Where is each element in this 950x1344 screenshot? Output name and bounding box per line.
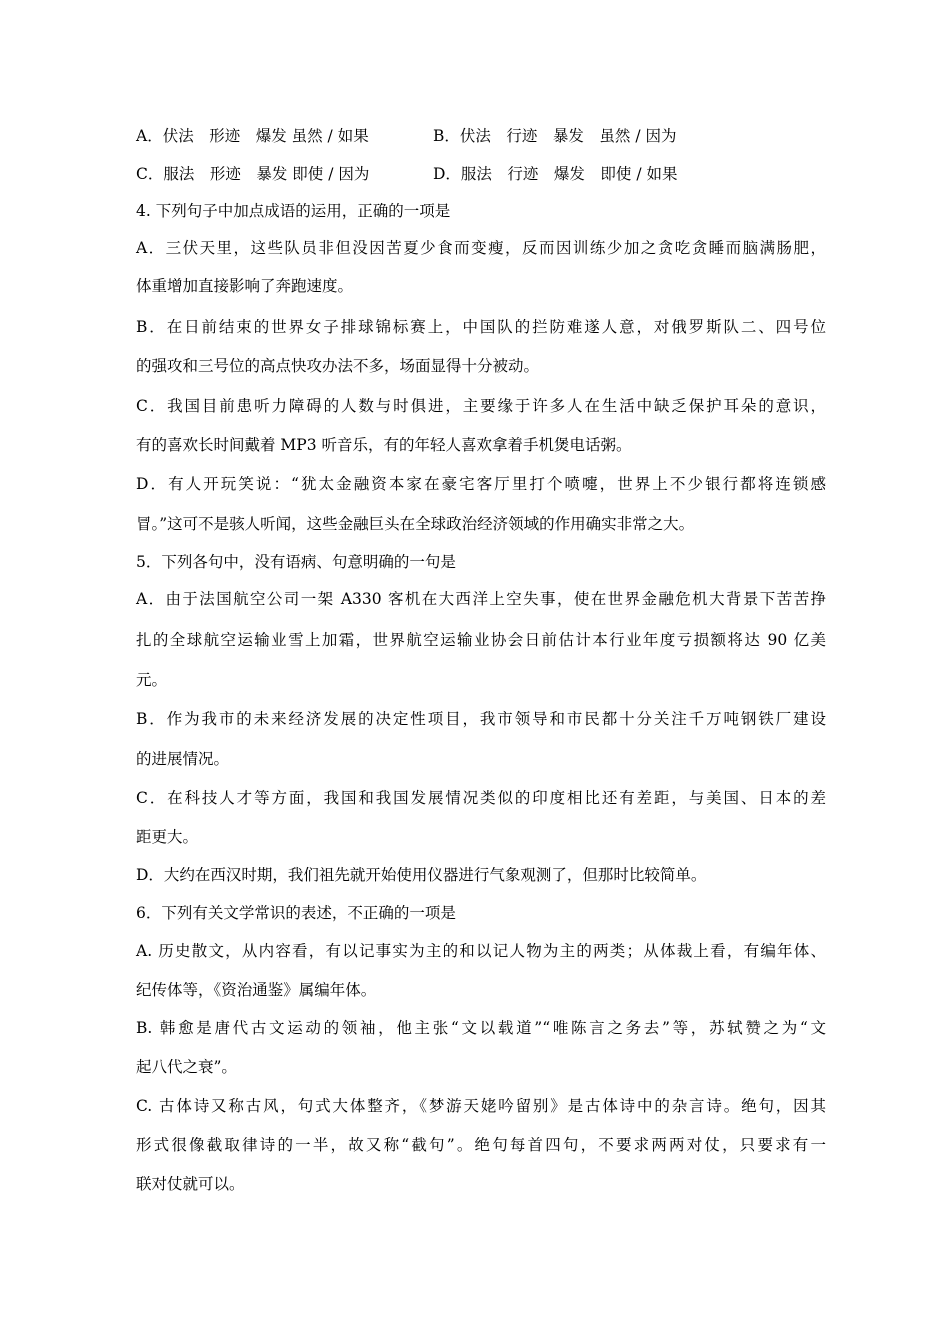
q3-option-b: B．伏法 行迹 暴发 虽然 / 因为 bbox=[433, 127, 677, 145]
q4-option-b-line2: 的强攻和三号位的高点快攻办法不多，场面显得十分被动。 bbox=[136, 357, 540, 375]
q3-option-d: D．服法 行迹 爆发 即使 / 如果 bbox=[433, 165, 678, 183]
q6-option-c-line2: 形式很像截取律诗的一半，故又称“截句”。绝句每首四句，不要求两两对仗，只要求有一 bbox=[136, 1136, 826, 1154]
q5-option-c-line1: C．在科技人才等方面，我国和我国发展情况类似的印度相比还有差距，与美国、日本的差 bbox=[136, 789, 826, 807]
q3-option-c: C．服法 形迹 暴发 即使 / 因为 bbox=[136, 165, 370, 183]
q4-option-c-line1: C．我国目前患听力障碍的人数与时俱进，主要缘于许多人在生活中缺乏保护耳朵的意识， bbox=[136, 397, 826, 415]
q4-option-c-line2: 有的喜欢长时间戴着 MP3 听音乐，有的年轻人喜欢拿着手机煲电话粥。 bbox=[136, 436, 632, 454]
q5-stem: 5．下列各句中，没有语病、句意明确的一句是 bbox=[136, 553, 456, 571]
q6-stem: 6．下列有关文学常识的表述，不正确的一项是 bbox=[136, 904, 456, 922]
q5-option-d-line1: D．大约在西汉时期，我们祖先就开始使用仪器进行气象观测了，但那时比较简单。 bbox=[136, 866, 707, 884]
q4-option-b-line1: B．在日前结束的世界女子排球锦标赛上，中国队的拦防难遂人意，对俄罗斯队二、四号位 bbox=[136, 318, 826, 336]
q4-option-a-line1: A．三伏天里，这些队员非但没因苦夏少食而变瘦，反而因训练少加之贪吃贪睡而脑满肠肥， bbox=[136, 239, 826, 257]
q4-option-a-line2: 体重增加直接影响了奔跑速度。 bbox=[136, 277, 354, 295]
q5-option-b-line2: 的进展情况。 bbox=[136, 750, 230, 768]
q4-option-d-line2: 冒。”这可不是骇人听闻，这些金融巨头在全球政治经济领域的作用确实非常之大。 bbox=[136, 515, 695, 533]
q5-option-b-line1: B．作为我市的未来经济发展的决定性项目，我市领导和市民都十分关注千万吨钢铁厂建设 bbox=[136, 710, 826, 728]
q6-option-a-line2: 纪传体等，《资治通鉴》属编年体。 bbox=[136, 981, 377, 999]
q6-option-c-line3: 联对仗就可以。 bbox=[136, 1175, 245, 1193]
q4-option-d-line1: D．有人开玩笑说：“犹太金融资本家在豪宅客厅里打个喷嚏，世界上不少银行都将连锁感 bbox=[136, 475, 826, 493]
q6-option-a-line1: A. 历史散文，从内容看，有以记事实为主的和以记人物为主的两类；从体裁上看，有编年体、 bbox=[136, 942, 826, 960]
q6-option-b-line2: 起八代之衰”。 bbox=[136, 1058, 237, 1076]
q5-option-a-line3: 元。 bbox=[136, 671, 168, 689]
q4-stem: 4. 下列句子中加点成语的运用，正确的一项是 bbox=[136, 202, 451, 220]
q3-option-a: A．伏法 形迹 爆发 虽然 / 如果 bbox=[136, 127, 369, 145]
q6-option-b-line1: B. 韩愈是唐代古文运动的领袖，他主张“文以载道”“唯陈言之务去”等，苏轼赞之为“文 bbox=[136, 1019, 826, 1037]
q5-option-a-line1: A．由于法国航空公司一架 A330 客机在大西洋上空失事，使在世界金融危机大背景下苦苦挣 bbox=[136, 590, 826, 608]
q6-option-c-line1: C. 古体诗又称古风，句式大体整齐，《梦游天姥吟留别》是古体诗中的杂言诗。绝句，因其 bbox=[136, 1097, 826, 1115]
q5-option-c-line2: 距更大。 bbox=[136, 828, 199, 846]
q5-option-a-line2: 扎的全球航空运输业雪上加霜，世界航空运输业协会日前估计本行业年度亏损额将达 90 亿美 bbox=[136, 631, 826, 649]
